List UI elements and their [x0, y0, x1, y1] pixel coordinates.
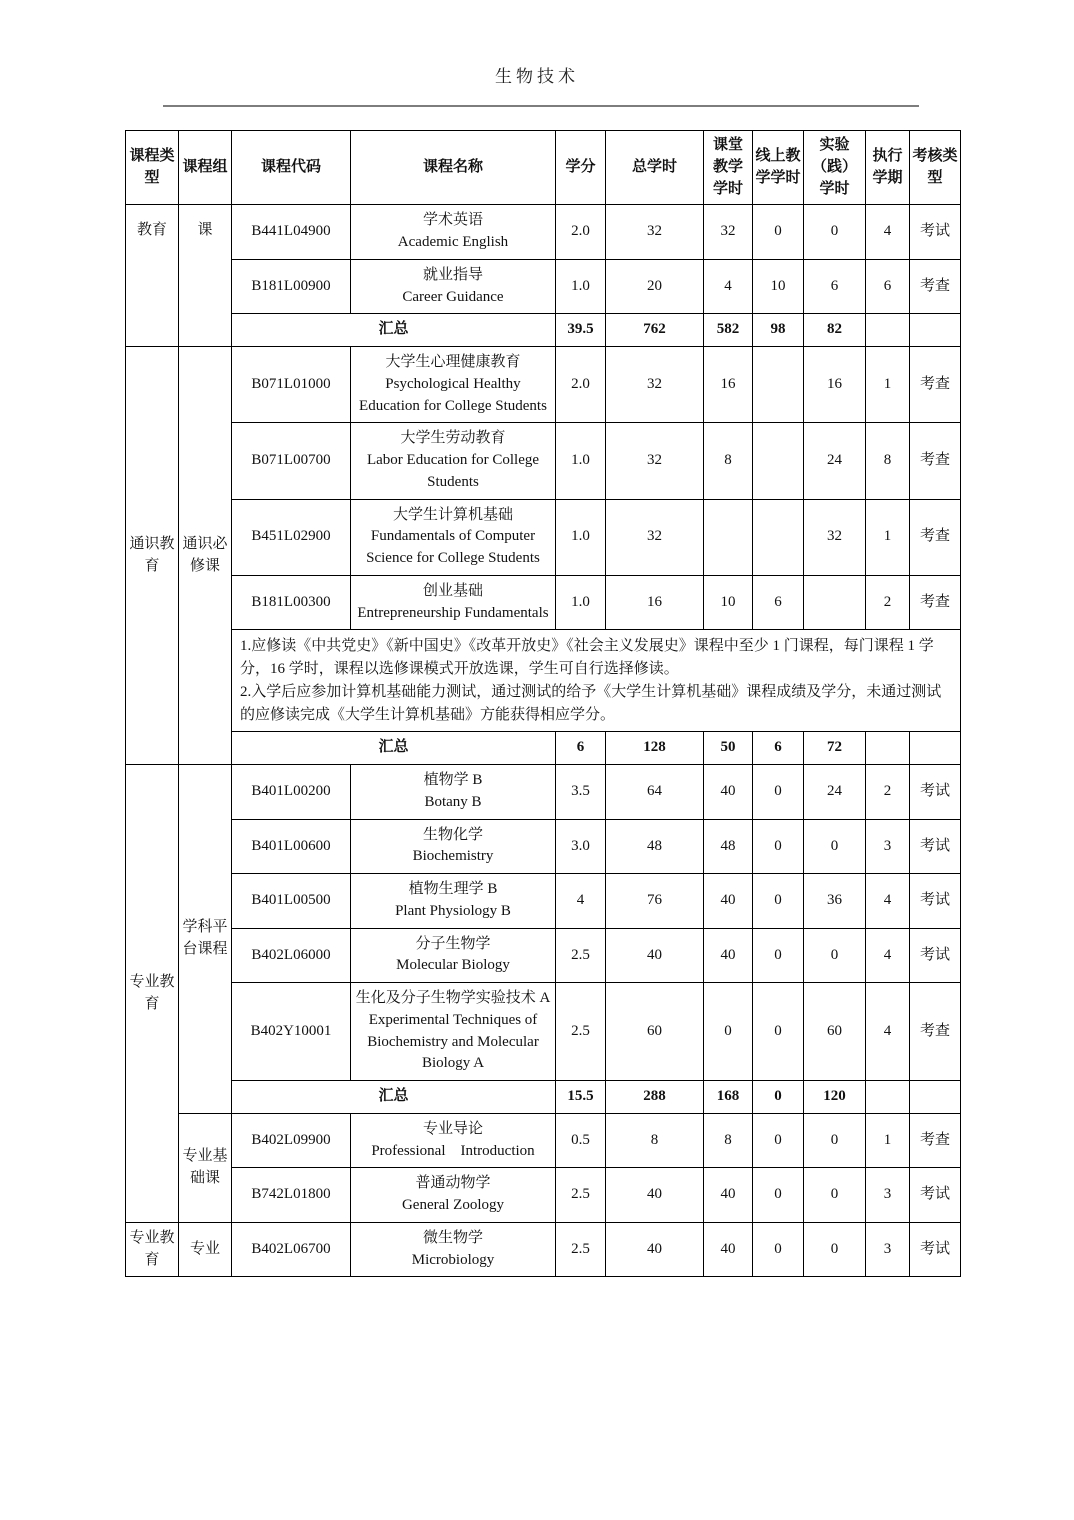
- course-code: B402L09900: [232, 1113, 351, 1168]
- online-hours-cell: [753, 347, 804, 423]
- semester-cell: 2: [866, 765, 910, 820]
- summary-classroom-hours: 50: [704, 732, 753, 765]
- classroom-hours-cell: 10: [704, 575, 753, 630]
- assessment-cell: 考查: [910, 347, 961, 423]
- course-name-zh: 普通动物学: [415, 1175, 491, 1192]
- online-hours-cell: 0: [753, 819, 804, 874]
- header-rule: [163, 105, 919, 107]
- course-group-cell: 学科平台课程: [179, 765, 232, 1114]
- course-code: B071L00700: [232, 423, 351, 499]
- semester-cell: 1: [866, 499, 910, 575]
- online-hours-cell: 0: [753, 874, 804, 929]
- course-name-zh: 学术英语: [422, 212, 483, 229]
- course-name-zh: 就业指导: [422, 266, 483, 283]
- classroom-hours-cell: 40: [704, 1168, 753, 1223]
- semester-cell: 4: [866, 983, 910, 1081]
- experiment-hours-cell: 0: [804, 1168, 866, 1223]
- experiment-hours-cell: 0: [804, 205, 866, 260]
- total-hours-cell: 76: [606, 874, 704, 929]
- course-group-cell: 专业: [179, 1222, 232, 1277]
- course-name-zh: 创业基础: [422, 582, 483, 599]
- course-name: [351, 819, 556, 874]
- credits-cell: 2.5: [556, 928, 606, 983]
- course-name-en: Career Guidance: [402, 288, 504, 305]
- classroom-hours-cell: 4: [704, 259, 753, 314]
- course-name: [351, 347, 556, 423]
- summary-assessment-empty: [910, 314, 961, 347]
- course-code: B401L00500: [232, 874, 351, 929]
- assessment-cell: 考查: [910, 983, 961, 1081]
- online-hours-cell: 0: [753, 928, 804, 983]
- credits-cell: 2.0: [556, 205, 606, 260]
- course-name-en: Professional Introduction: [371, 1142, 535, 1159]
- course-name-en: Academic English: [397, 234, 509, 250]
- course-code: B401L00200: [232, 765, 351, 820]
- course-name-zh: 植物生理学 B: [408, 881, 498, 898]
- course-name-zh: 生化及分子生物学实验技术 A: [355, 990, 551, 1007]
- summary-semester-empty: [866, 1081, 910, 1114]
- course-name-en: Labor Education for College Students: [366, 452, 540, 490]
- semester-cell: 4: [866, 928, 910, 983]
- course-type-cell: 专业教育: [126, 765, 179, 1223]
- credits-cell: 1.0: [556, 259, 606, 314]
- course-name: [351, 1168, 556, 1223]
- assessment-cell: 考试: [910, 928, 961, 983]
- total-hours-cell: 60: [606, 983, 704, 1081]
- summary-online-hours: 0: [753, 1081, 804, 1114]
- curriculum-table: [125, 130, 961, 1277]
- course-row: [126, 928, 961, 983]
- course-group-cell: 专业基础课: [179, 1113, 232, 1222]
- course-type-cell: 通识教育: [126, 347, 179, 765]
- summary-assessment-empty: [910, 1081, 961, 1114]
- classroom-hours-cell: 16: [704, 347, 753, 423]
- credits-cell: 2.0: [556, 347, 606, 423]
- experiment-hours-cell: 36: [804, 874, 866, 929]
- assessment-cell: 考查: [910, 259, 961, 314]
- total-hours-cell: 48: [606, 819, 704, 874]
- course-name: [351, 423, 556, 499]
- experiment-hours-cell: 0: [804, 819, 866, 874]
- course-name: [351, 874, 556, 929]
- total-hours-cell: 32: [606, 347, 704, 423]
- assessment-cell: 考试: [910, 1168, 961, 1223]
- credits-cell: 2.5: [556, 983, 606, 1081]
- course-name: [351, 1113, 556, 1168]
- table-header-row: [126, 131, 961, 205]
- course-row: [126, 205, 961, 260]
- course-name: [351, 765, 556, 820]
- course-name-en: Experimental Techniques of Biochemistry and Molecular Biology A: [367, 1011, 539, 1072]
- semester-cell: 8: [866, 423, 910, 499]
- summary-label: 汇总: [232, 314, 556, 347]
- summary-total-hours: 128: [606, 732, 704, 765]
- course-row: [126, 983, 961, 1081]
- summary-semester-empty: [866, 732, 910, 765]
- summary-total-hours: 762: [606, 314, 704, 347]
- note-line-1: 1.应修读《中共党史》《新中国史》《改革开放史》《社会主义发展史》课程中至少 1 门课程，每门课程 1 学分，16 学时，课程以选修课模式开放选课，学生可自行选择修读。: [240, 638, 934, 678]
- assessment-cell: 考查: [910, 575, 961, 630]
- col-course-code: 课程代码: [232, 131, 351, 205]
- course-code: B181L00900: [232, 259, 351, 314]
- course-group-cell: 课: [179, 205, 232, 347]
- course-row: [126, 765, 961, 820]
- course-code: B181L00300: [232, 575, 351, 630]
- summary-online-hours: 98: [753, 314, 804, 347]
- course-code: B451L02900: [232, 499, 351, 575]
- credits-cell: 0.5: [556, 1113, 606, 1168]
- course-group-cell: 通识必修课: [179, 347, 232, 765]
- semester-cell: 3: [866, 1222, 910, 1277]
- classroom-hours-cell: 0: [704, 983, 753, 1081]
- course-name-zh: 专业导论: [422, 1120, 483, 1137]
- credits-cell: 4: [556, 874, 606, 929]
- assessment-cell: 考查: [910, 423, 961, 499]
- experiment-hours-cell: 32: [804, 499, 866, 575]
- course-code: B402L06000: [232, 928, 351, 983]
- col-online-hours: 线上教学学时: [753, 131, 804, 205]
- credits-cell: 1.0: [556, 499, 606, 575]
- assessment-cell: 考试: [910, 819, 961, 874]
- credits-cell: 2.5: [556, 1222, 606, 1277]
- classroom-hours-cell: 40: [704, 874, 753, 929]
- course-code: B742L01800: [232, 1168, 351, 1223]
- course-row: [126, 819, 961, 874]
- summary-semester-empty: [866, 314, 910, 347]
- summary-total-hours: 288: [606, 1081, 704, 1114]
- course-name: [351, 575, 556, 630]
- online-hours-cell: 6: [753, 575, 804, 630]
- course-type-cell: 专业教育: [126, 1222, 179, 1277]
- classroom-hours-cell: 48: [704, 819, 753, 874]
- course-name: [351, 983, 556, 1081]
- summary-classroom-hours: 168: [704, 1081, 753, 1114]
- course-name-en: Biochemistry: [412, 848, 494, 865]
- course-row: [126, 259, 961, 314]
- semester-cell: 3: [866, 1168, 910, 1223]
- summary-classroom-hours: 582: [704, 314, 753, 347]
- online-hours-cell: 0: [753, 983, 804, 1081]
- online-hours-cell: 0: [753, 1168, 804, 1223]
- credits-cell: 3.5: [556, 765, 606, 820]
- notes-row: [126, 630, 961, 732]
- course-code: B071L01000: [232, 347, 351, 423]
- classroom-hours-cell: 8: [704, 423, 753, 499]
- classroom-hours-cell: 40: [704, 765, 753, 820]
- course-row: [126, 575, 961, 630]
- classroom-hours-cell: 32: [704, 205, 753, 260]
- credits-cell: 3.0: [556, 819, 606, 874]
- course-name-en: Molecular Biology: [396, 957, 510, 974]
- total-hours-cell: 32: [606, 205, 704, 260]
- course-name-en: Entrepreneurship Fundamentals: [357, 604, 549, 621]
- course-code: B402L06700: [232, 1222, 351, 1277]
- total-hours-cell: 64: [606, 765, 704, 820]
- course-row: [126, 1222, 961, 1277]
- total-hours-cell: 32: [606, 499, 704, 575]
- experiment-hours-cell: 0: [804, 928, 866, 983]
- summary-credits: 15.5: [556, 1081, 606, 1114]
- course-row: [126, 423, 961, 499]
- course-name: [351, 499, 556, 575]
- col-classroom-hours: 课堂教学学时: [704, 131, 753, 205]
- semester-cell: 4: [866, 205, 910, 260]
- experiment-hours-cell: 0: [804, 1113, 866, 1168]
- summary-row: [126, 1081, 961, 1114]
- semester-cell: 1: [866, 1113, 910, 1168]
- course-name-zh: 生物化学: [422, 826, 483, 843]
- col-course-group: 课程组: [179, 131, 232, 205]
- course-name: [351, 259, 556, 314]
- course-name-zh: 大学生计算机基础: [392, 506, 513, 523]
- course-name-zh: 分子生物学: [415, 935, 491, 952]
- course-name: [351, 205, 556, 260]
- course-name-zh: 植物学 B: [423, 772, 483, 789]
- course-name-zh: 大学生心理健康教育: [385, 354, 521, 370]
- course-row: [126, 874, 961, 929]
- experiment-hours-cell: 24: [804, 423, 866, 499]
- classroom-hours-cell: [704, 499, 753, 575]
- course-type-cell: 教育: [126, 205, 179, 347]
- online-hours-cell: 0: [753, 205, 804, 260]
- online-hours-cell: [753, 423, 804, 499]
- online-hours-cell: [753, 499, 804, 575]
- course-name-en: General Zoology: [401, 1197, 505, 1214]
- semester-cell: 4: [866, 874, 910, 929]
- note-line-2: 2.入学后应参加计算机基础能力测试，通过测试的给予《大学生计算机基础》课程成绩及学分，未通过测试的应修读完成《大学生计算机基础》方能获得相应学分。: [240, 683, 942, 723]
- total-hours-cell: 40: [606, 928, 704, 983]
- page-title: 生物技术: [495, 67, 579, 86]
- summary-experiment-hours: 120: [804, 1081, 866, 1114]
- col-course-type: 课程类型: [126, 131, 179, 205]
- assessment-cell: 考试: [910, 1222, 961, 1277]
- course-row: [126, 1113, 961, 1168]
- summary-row: [126, 314, 961, 347]
- assessment-cell: 考查: [910, 499, 961, 575]
- summary-assessment-empty: [910, 732, 961, 765]
- course-name: [351, 1222, 556, 1277]
- course-code: B441L04900: [232, 205, 351, 260]
- course-name-zh: 微生物学: [422, 1229, 483, 1246]
- summary-experiment-hours: 72: [804, 732, 866, 765]
- assessment-cell: 考试: [910, 874, 961, 929]
- semester-cell: 6: [866, 259, 910, 314]
- course-code: B401L00600: [232, 819, 351, 874]
- course-row: [126, 347, 961, 423]
- total-hours-cell: 32: [606, 423, 704, 499]
- course-name-en: Microbiology: [411, 1251, 495, 1268]
- classroom-hours-cell: 40: [704, 1222, 753, 1277]
- assessment-cell: 考试: [910, 205, 961, 260]
- classroom-hours-cell: 8: [704, 1113, 753, 1168]
- total-hours-cell: 16: [606, 575, 704, 630]
- course-name-en: Botany B: [424, 793, 482, 810]
- credits-cell: 2.5: [556, 1168, 606, 1223]
- summary-label: 汇总: [232, 1081, 556, 1114]
- summary-row: [126, 732, 961, 765]
- total-hours-cell: 40: [606, 1222, 704, 1277]
- summary-experiment-hours: 82: [804, 314, 866, 347]
- online-hours-cell: 10: [753, 259, 804, 314]
- summary-online-hours: 6: [753, 732, 804, 765]
- credits-cell: 1.0: [556, 423, 606, 499]
- col-assessment: 考核类型: [910, 131, 961, 205]
- experiment-hours-cell: [804, 575, 866, 630]
- experiment-hours-cell: 60: [804, 983, 866, 1081]
- credits-cell: 1.0: [556, 575, 606, 630]
- semester-cell: 2: [866, 575, 910, 630]
- experiment-hours-cell: 24: [804, 765, 866, 820]
- course-row: [126, 1168, 961, 1223]
- course-name-en: Plant Physiology B: [395, 902, 511, 919]
- online-hours-cell: 0: [753, 1113, 804, 1168]
- total-hours-cell: 8: [606, 1113, 704, 1168]
- col-experiment-hours: 实验（践）学时: [804, 131, 866, 205]
- course-code: B402Y10001: [232, 983, 351, 1081]
- course-row: [126, 499, 961, 575]
- col-credits: 学分: [556, 131, 606, 205]
- course-name-zh: 大学生劳动教育: [400, 430, 506, 447]
- notes-cell: [232, 630, 961, 732]
- assessment-cell: 考试: [910, 765, 961, 820]
- semester-cell: 1: [866, 347, 910, 423]
- summary-credits: 39.5: [556, 314, 606, 347]
- online-hours-cell: 0: [753, 765, 804, 820]
- summary-credits: 6: [556, 732, 606, 765]
- classroom-hours-cell: 40: [704, 928, 753, 983]
- experiment-hours-cell: 0: [804, 1222, 866, 1277]
- col-total-hours: 总学时: [606, 131, 704, 205]
- experiment-hours-cell: 6: [804, 259, 866, 314]
- course-name-en: Fundamentals of Computer Science for College Students: [366, 528, 540, 566]
- col-course-name: 课程名称: [351, 131, 556, 205]
- course-name: [351, 928, 556, 983]
- semester-cell: 3: [866, 819, 910, 874]
- total-hours-cell: 40: [606, 1168, 704, 1223]
- online-hours-cell: 0: [753, 1222, 804, 1277]
- col-semester: 执行学期: [866, 131, 910, 205]
- summary-label: 汇总: [232, 732, 556, 765]
- course-name-en: Psychological Healthy Education for College Students: [359, 375, 547, 414]
- assessment-cell: 考查: [910, 1113, 961, 1168]
- total-hours-cell: 20: [606, 259, 704, 314]
- experiment-hours-cell: 16: [804, 347, 866, 423]
